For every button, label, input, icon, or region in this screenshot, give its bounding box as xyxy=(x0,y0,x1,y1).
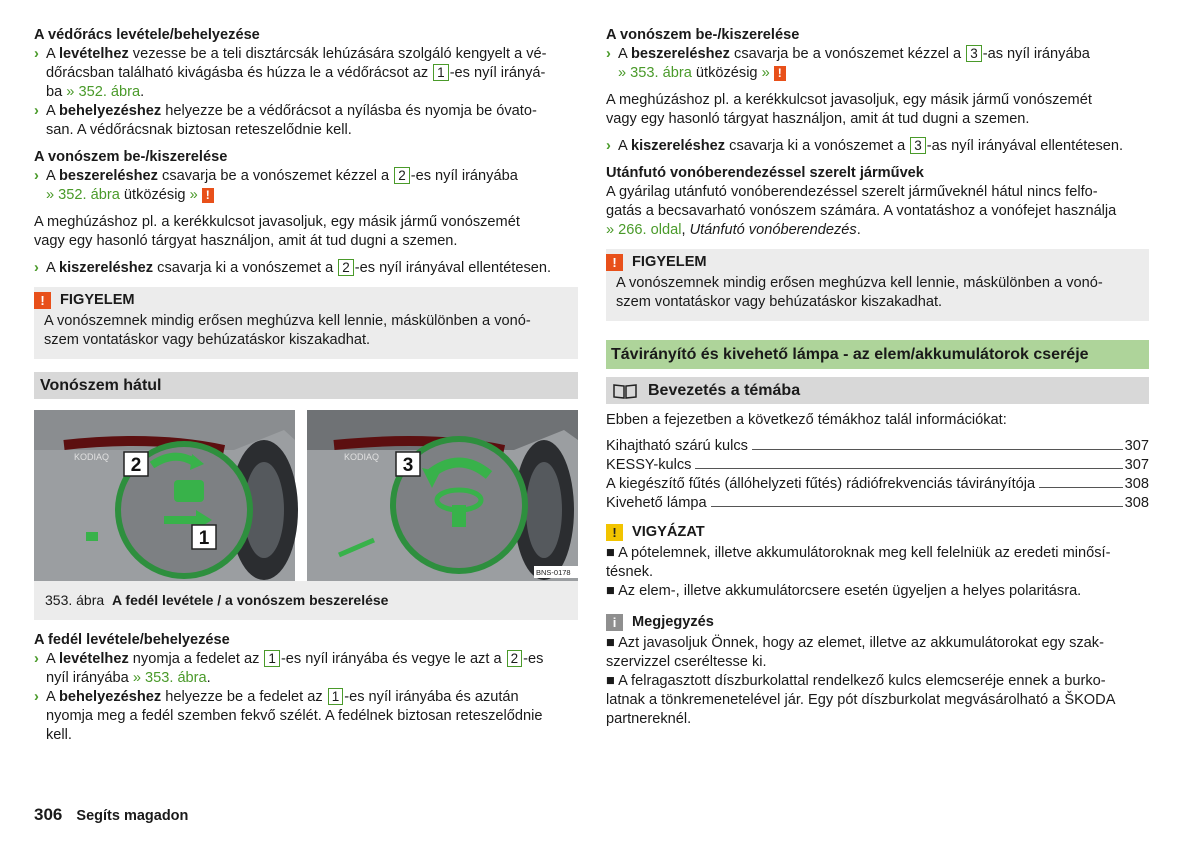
text: san. A védőrácsnak biztosan reteszelődnie kell. xyxy=(46,122,352,138)
chevron-right-icon: › xyxy=(34,260,39,276)
page-number: 306 xyxy=(34,805,63,824)
text: A xyxy=(46,103,59,119)
instruction-step xyxy=(34,688,578,745)
right-column xyxy=(606,26,1149,729)
text: . xyxy=(206,670,211,686)
section-heading: A védőrács levétele/behelyezése xyxy=(34,27,260,43)
text: ba xyxy=(46,84,67,100)
warning-title: FIGYELEM xyxy=(632,254,707,270)
text: A gyárilag utánfutó vonóberendezéssel szerelt járműveknél hátul nincs felfo- xyxy=(606,184,1098,200)
paragraph xyxy=(606,91,1149,129)
page-link[interactable]: » 266. oldal xyxy=(606,222,682,238)
text: -es nyíl irányába xyxy=(410,168,518,184)
section-heading: A vonószem be-/kiszerelése xyxy=(34,149,228,165)
callout-2: 2 xyxy=(130,455,142,476)
text: csavarja ki a vonószemet a xyxy=(153,260,338,276)
caption-title: A fedél levétele / a vonószem beszerelése xyxy=(111,592,389,608)
book-icon xyxy=(612,383,638,399)
section-title-bar: Vonószem hátul xyxy=(34,372,578,399)
text: A xyxy=(46,651,59,667)
toc-item[interactable] xyxy=(606,456,1149,475)
caption-number: 353. ábra xyxy=(45,592,105,608)
chevron-right-icon: › xyxy=(34,168,39,184)
text: , xyxy=(681,222,690,238)
text: . xyxy=(140,84,145,100)
figure-353 xyxy=(34,410,578,581)
text: vezesse be a teli disztárcsák lehúzására szolgáló kengyelt a vé- xyxy=(128,46,547,62)
note-box xyxy=(606,613,1149,729)
figure-illustration xyxy=(34,410,578,581)
chevron-right-icon: › xyxy=(34,103,39,119)
exclamation-icon: ! xyxy=(606,254,623,271)
figure-link[interactable]: » 352. ábra xyxy=(66,84,141,100)
exclamation-icon[interactable]: ! xyxy=(202,188,214,203)
text: helyezze be a védőrácsot a nyílásba és nyomja be óvato- xyxy=(161,103,537,119)
left-column xyxy=(34,26,578,745)
info-icon: i xyxy=(606,614,623,631)
callout-number: 3 xyxy=(910,137,926,154)
text: A vonószemnek mindig erősen meghúzva kell lennie, máskülönben a vonó- xyxy=(44,313,531,329)
caution-box xyxy=(606,523,1149,601)
toc-item[interactable] xyxy=(606,475,1149,494)
instruction-step xyxy=(34,102,578,140)
toc-item[interactable] xyxy=(606,494,1149,513)
section-heading: A fedél levétele/behelyezése xyxy=(34,632,230,648)
text: A vonószemnek mindig erősen meghúzva kell lennie, máskülönben a vonó- xyxy=(616,275,1103,291)
figure-link[interactable]: » 353. ábra xyxy=(132,670,207,686)
callout-3: 3 xyxy=(402,455,414,476)
intro-text: Ebben a fejezetben a következő témákhoz talál információkat: xyxy=(606,412,1007,428)
text: -es nyíl irányával ellentétesen. xyxy=(354,260,552,276)
callout-number: 1 xyxy=(433,64,449,81)
text: nyíl irányába xyxy=(46,670,133,686)
callout-number: 2 xyxy=(394,167,410,184)
caution-header xyxy=(606,523,1149,542)
text: -es nyíl irányába és azután xyxy=(344,689,519,705)
instruction-step xyxy=(606,45,1149,83)
text: szem vontatáskor vagy behúzatáskor kiszakadhat. xyxy=(44,332,371,348)
exclamation-icon: ! xyxy=(34,292,51,309)
text: ütközésig xyxy=(691,65,762,81)
figure-link[interactable]: » 353. ábra xyxy=(618,65,692,81)
callout-number: 2 xyxy=(338,259,354,276)
note-bullet xyxy=(606,672,1149,729)
bold-text: behelyezéshez xyxy=(58,689,162,705)
paragraph xyxy=(34,213,578,251)
warning-title: FIGYELEM xyxy=(60,292,135,308)
text: . xyxy=(856,222,861,238)
chevron-right-icon: › xyxy=(34,46,39,62)
instruction-step xyxy=(34,259,578,278)
warning-header xyxy=(606,253,1139,272)
text: A xyxy=(618,46,631,62)
text: A xyxy=(46,168,59,184)
toc-title: KESSY-kulcs xyxy=(606,457,692,473)
warning-text xyxy=(616,274,1139,312)
figure-link[interactable]: » 352. ábra xyxy=(46,187,120,203)
toc-page: 307 xyxy=(1124,438,1149,454)
chapter-title-bar: Távirányító és kivehető lámpa - az elem/akkumulátorok cseréje xyxy=(606,340,1149,369)
figure-caption xyxy=(34,581,578,620)
text: dőrácsban található kivágásba és húzza le a védőrácsot az xyxy=(46,65,433,81)
text: latnak a tönkremenetelével jár. Egy pót díszburkolat megvásárolható a ŠKODA xyxy=(606,692,1116,708)
callout-number: 1 xyxy=(328,688,344,705)
note-title: Megjegyzés xyxy=(632,614,714,630)
text: -as nyíl irányával ellentétesen. xyxy=(926,138,1124,154)
exclamation-icon[interactable]: ! xyxy=(774,66,786,81)
toc-item[interactable] xyxy=(606,437,1149,456)
text: csavarja be a vonószemet kézzel a xyxy=(157,168,394,184)
footer-section: Segíts magadon xyxy=(76,808,189,824)
note-bullet xyxy=(606,634,1149,672)
text: ■ A pótelemnek, illetve akkumulátoroknak meg kell felelniük az eredeti minősí- xyxy=(606,545,1111,561)
caution-bullet: ■ Az elem-, illetve akkumulátorcsere esetén ügyeljen a helyes polaritásra. xyxy=(606,583,1082,599)
text: A xyxy=(46,46,59,62)
toc-page: 307 xyxy=(1124,457,1149,473)
warning-link[interactable]: » xyxy=(189,187,198,203)
chevron-right-icon: › xyxy=(606,138,611,154)
caution-title: VIGYÁZAT xyxy=(632,524,705,540)
text: vagy egy hasonló tárgyat használjon, amit át tud dugni a szemen. xyxy=(606,111,1030,127)
callout-number: 3 xyxy=(966,45,982,62)
figure-code: BNS-0178 xyxy=(536,568,571,577)
bold-text: beszereléshez xyxy=(58,168,158,184)
text: -es xyxy=(523,651,544,667)
page-footer xyxy=(34,805,188,826)
intro-title: Bevezetés a témába xyxy=(648,382,801,399)
text: ■ Azt javasoljuk Önnek, hogy az elemet, illetve az akkumulátorokat egy szak- xyxy=(606,635,1104,651)
toc-page: 308 xyxy=(1124,476,1149,492)
text: A xyxy=(46,689,59,705)
callout-1: 1 xyxy=(198,528,210,549)
text: A xyxy=(618,138,631,154)
intro-title-bar xyxy=(606,377,1149,404)
toc-page: 308 xyxy=(1124,495,1149,511)
text: gatás a becsavarható vonószem számára. A vontatáshoz a vonófejet használja xyxy=(606,203,1117,219)
warning-box xyxy=(34,287,578,359)
warning-text xyxy=(44,312,568,350)
text: A xyxy=(46,260,59,276)
warning-link[interactable]: » xyxy=(761,65,770,81)
section-heading: Utánfutó vonóberendezéssel szerelt járművek xyxy=(606,165,924,181)
text: csavarja be a vonószemet kézzel a xyxy=(729,46,966,62)
text: nyomja meg a fedél szemben fekvő szélét. A fedélnek biztosan reteszelődnie xyxy=(46,708,543,724)
instruction-step xyxy=(606,137,1149,156)
chevron-right-icon: › xyxy=(34,651,39,667)
section-heading: A vonószem be-/kiszerelése xyxy=(606,27,800,43)
toc-title: Kihajtható szárú kulcs xyxy=(606,438,748,454)
bold-text: kiszereléshez xyxy=(630,138,726,154)
svg-text:KODIAQ: KODIAQ xyxy=(74,452,110,462)
caution-bullet xyxy=(606,544,1149,582)
instruction-step xyxy=(34,650,578,688)
text: -as nyíl irányába xyxy=(982,46,1090,62)
instruction-step xyxy=(34,45,578,102)
text: vagy egy hasonló tárgyat használjon, amit át tud dugni a szemen. xyxy=(34,233,458,249)
text: szem vontatáskor vagy behúzatáskor kiszakadhat. xyxy=(616,294,943,310)
text: A meghúzáshoz pl. a kerékkulcsot javasoljuk, egy másik jármű vonószemét xyxy=(34,214,520,230)
text: -es nyíl irányá- xyxy=(449,65,546,81)
text: nyomja a fedelet az xyxy=(128,651,264,667)
svg-text:KODIAQ: KODIAQ xyxy=(344,452,380,462)
text: helyezze be a fedelet az xyxy=(161,689,327,705)
paragraph xyxy=(606,183,1149,240)
bold-text: kiszereléshez xyxy=(58,260,154,276)
warning-box xyxy=(606,249,1149,321)
toc-title: Kivehető lámpa xyxy=(606,495,707,511)
callout-number: 2 xyxy=(507,650,523,667)
bold-text: levételhez xyxy=(58,46,129,62)
italic-text: Utánfutó vonóberendezés xyxy=(689,222,857,238)
chevron-right-icon: › xyxy=(606,46,611,62)
bold-text: levételhez xyxy=(58,651,129,667)
chevron-right-icon: › xyxy=(34,689,39,705)
bold-text: beszereléshez xyxy=(630,46,730,62)
text: csavarja ki a vonószemet a xyxy=(725,138,910,154)
bold-text: behelyezéshez xyxy=(58,103,162,119)
text: szervizzel cseréltesse ki. xyxy=(606,654,767,670)
text: tésnek. xyxy=(606,564,654,580)
text: ■ A felragasztott díszburkolattal rendelkező kulcs elemcseréje ennek a burko- xyxy=(606,673,1106,689)
toc-list xyxy=(606,437,1149,513)
text: -es nyíl irányába és vegye le azt a xyxy=(280,651,506,667)
text: partnereknél. xyxy=(606,711,692,727)
text: ütközésig xyxy=(119,187,190,203)
callout-number: 1 xyxy=(264,650,280,667)
warning-header xyxy=(34,291,568,310)
exclamation-icon: ! xyxy=(606,524,623,541)
note-header xyxy=(606,613,1149,632)
toc-title: A kiegészítő fűtés (állóhelyzeti fűtés) rádiófrekvenciás távirányítója xyxy=(606,476,1036,492)
text: kell. xyxy=(46,727,72,743)
instruction-step xyxy=(34,167,578,205)
cover-part xyxy=(174,480,204,502)
text: A meghúzáshoz pl. a kerékkulcsot javasoljuk, egy másik jármű vonószemét xyxy=(606,92,1092,108)
